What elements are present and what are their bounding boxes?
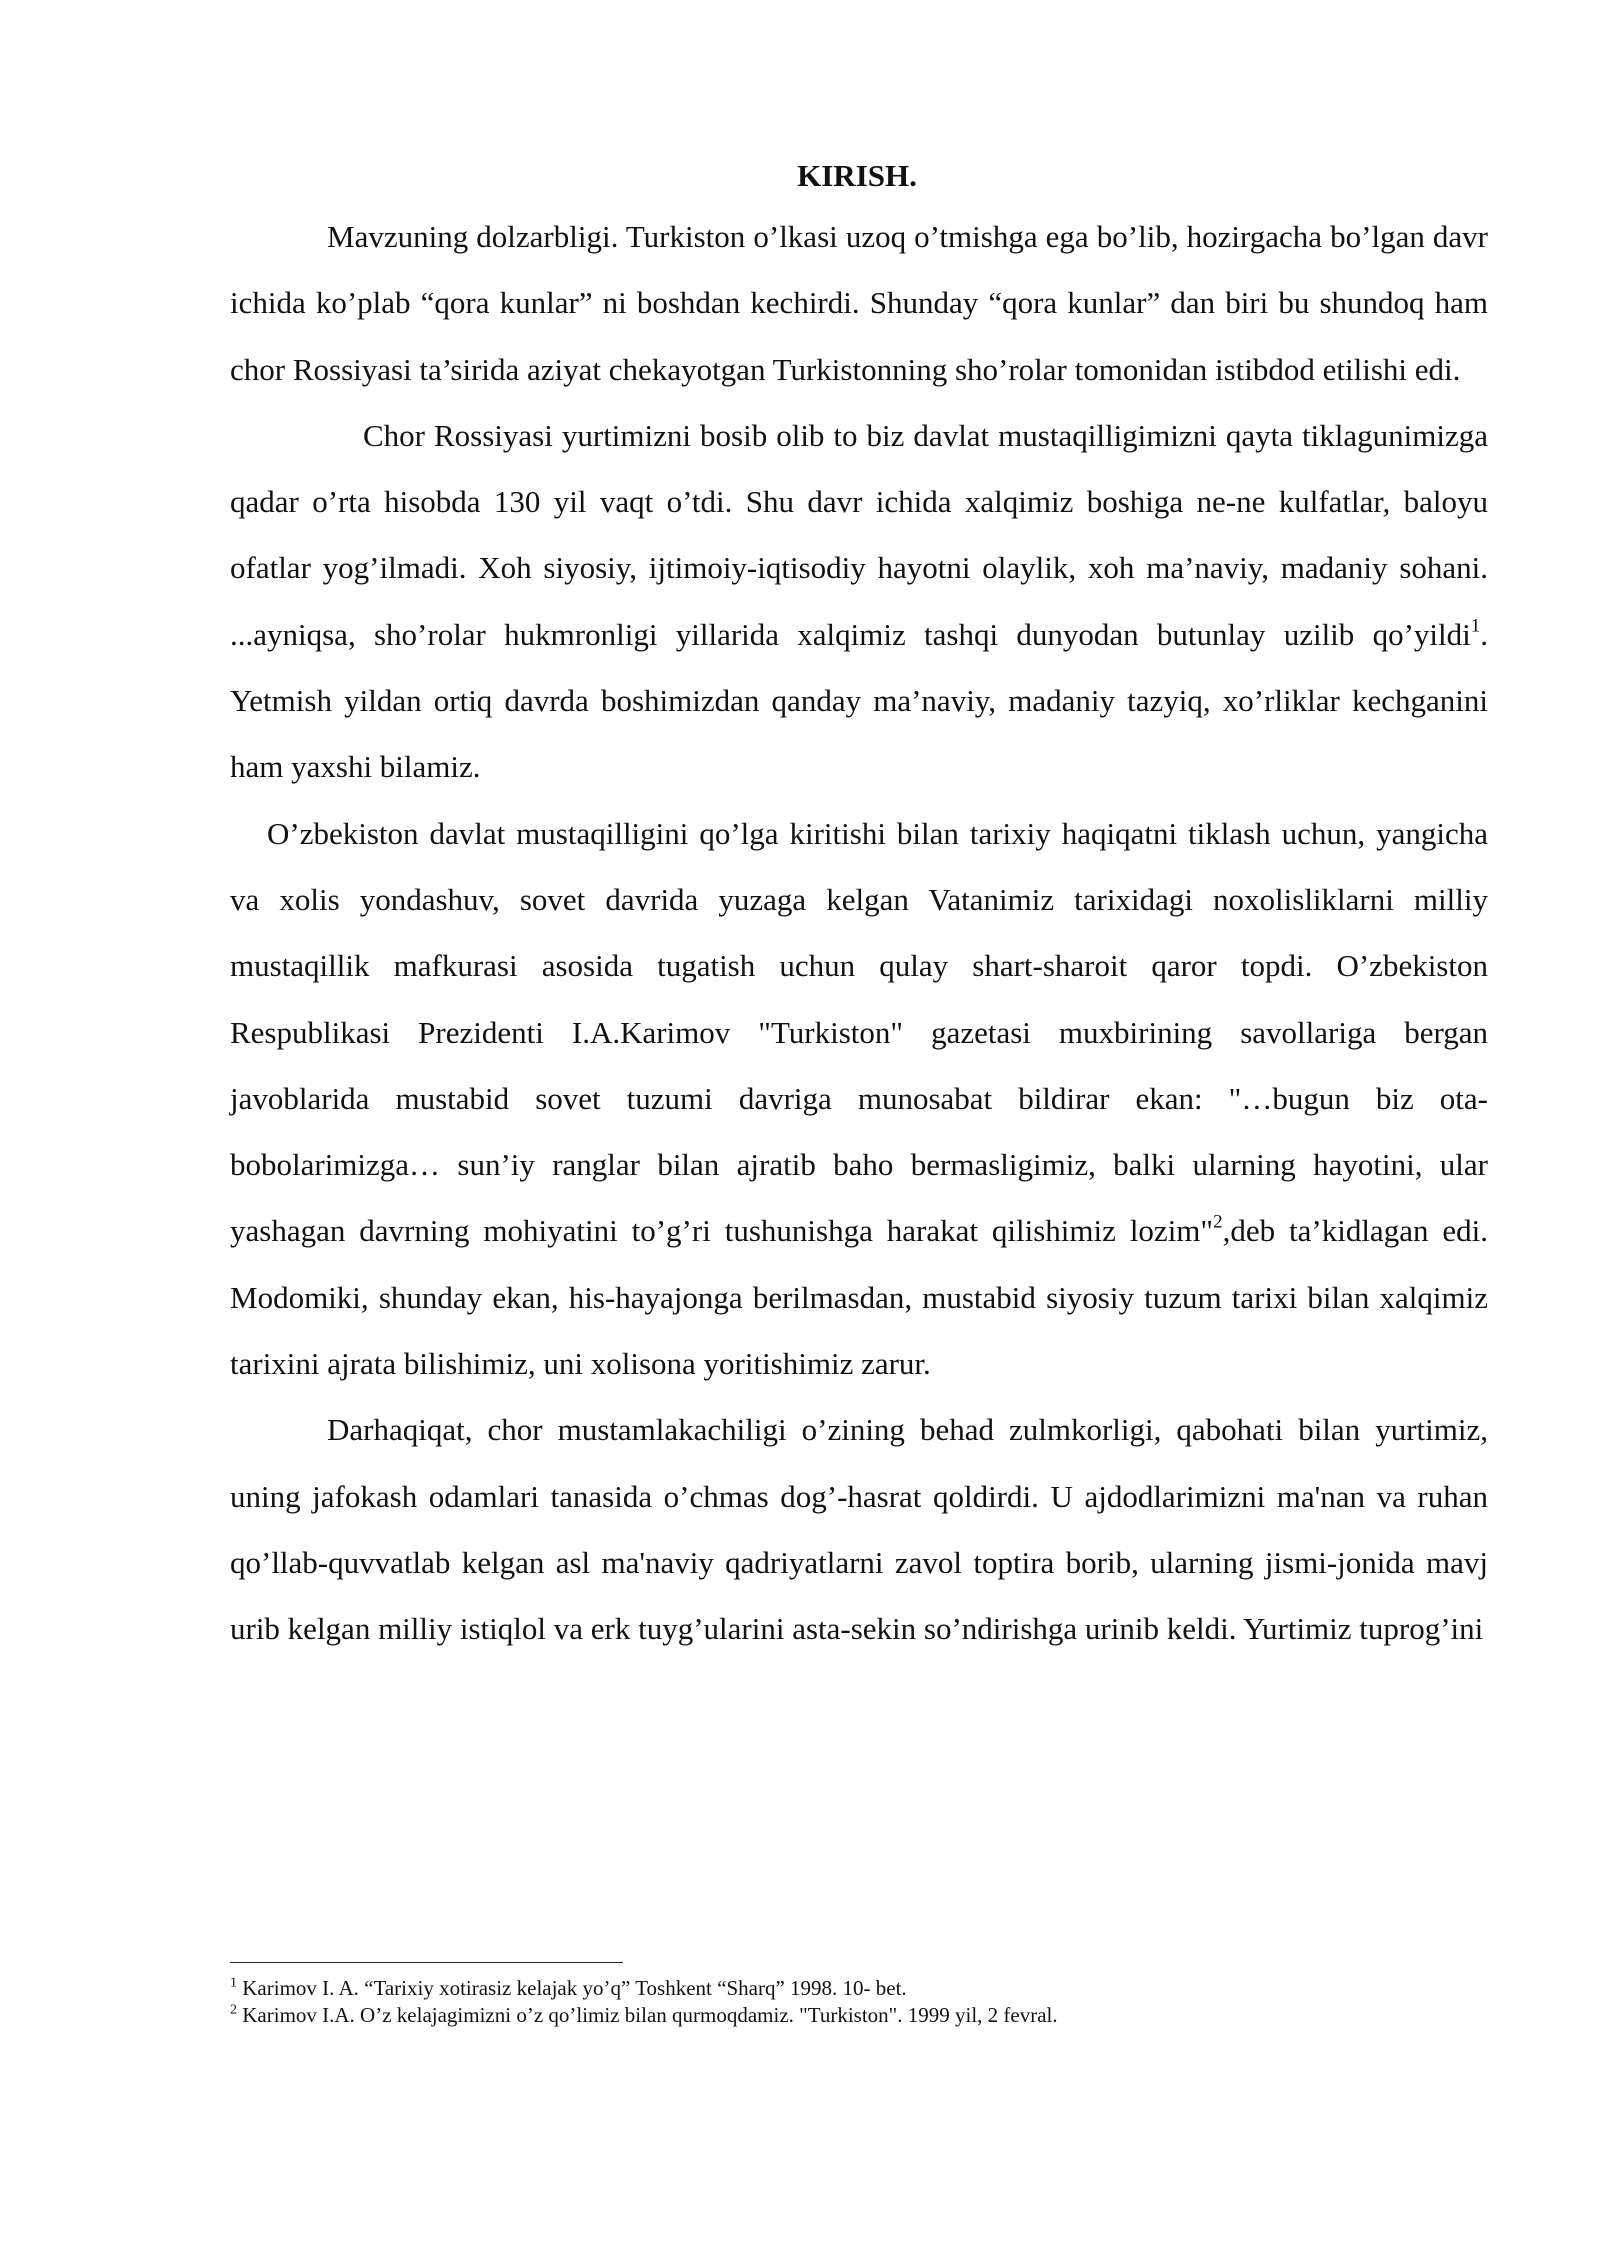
page-body bbox=[230, 146, 1488, 1663]
paragraph-independence bbox=[230, 801, 1488, 1398]
footnote-reference-2[interactable]: 2 bbox=[1213, 1212, 1223, 1234]
footnotes bbox=[230, 1975, 1488, 2029]
footnote-text: Karimov I. A. “Tarixiy xotirasiz kelajak yo’q” Toshkent “Sharq” 1998. 10- bet. bbox=[237, 1976, 907, 2000]
paragraph-text: Chor Rossiyasi yurtimizni bosib olib to biz davlat mustaqilligimizni qayta tiklagunimizga qadar o’rta hisobda 130 yil vaqt o’tdi. Shu davr ichida xalqimiz boshiga ne-ne kulfatlar, baloyu ofatlar yog’ilmadi. Xoh siyosiy, ijtimoiy-iqtisodiy hayotni olaylik, xoh ma’naviy, madaniy sohani. ...ayniqsa, sho’rolar hukmronligi yillarida xalqimiz tashqi dunyodan butunlay uzilib qo’yildi bbox=[230, 417, 1488, 652]
footnote-separator bbox=[230, 1962, 623, 1963]
paragraph-text: Darhaqiqat, chor mustamlakachiligi o’zining behad zulmkorligi, qabohati bilan yurtimiz, uning jafokash odamlari tanasida o’chmas dog’-hasrat qoldirdi. U ajdodlarimizni ma'nan va ruhan qo’llab-quvvatlab kelgan asl ma'naviy qadriyatlarni zavol toptira borib, ularning jismi-jonida mavj urib kelgan milliy istiqlol va erk tuyg’ularini asta-sekin so’ndirishga urinib keldi. Yurtimiz tuprog’ini bbox=[230, 1412, 1488, 1647]
footnote-mark: 1 bbox=[230, 1975, 237, 1991]
footnote-reference-1[interactable]: 1 bbox=[1470, 615, 1481, 637]
footnote-text: Karimov I.A. O’z kelajagimizni o’z qo’limiz bilan qurmoqdamiz. "Turkiston". 1999 yil, 2 fevral. bbox=[237, 2003, 1058, 2027]
footnote-mark: 2 bbox=[230, 2002, 237, 2018]
footnote-2 bbox=[230, 2002, 1488, 2029]
paragraph-colonialism bbox=[230, 1397, 1488, 1662]
paragraph-tsarist-russia bbox=[230, 403, 1488, 801]
paragraph-relevance bbox=[230, 204, 1488, 403]
paragraph-text: . Yetmish yildan ortiq davrda boshimizdan qanday ma’naviy, madaniy tazyiq, xo’rliklar kechganini ham yaxshi bilamiz. bbox=[230, 616, 1488, 785]
page-title: KIRISH. bbox=[797, 158, 917, 193]
paragraph-text: Mavzuning dolzarbligi. Turkiston o’lkasi uzoq o’tmishga ega bo’lib, hozirgacha bo’lgan davr ichida ko’plab “qora kunlar” ni boshdan kechirdi. Shunday “qora kunlar” dan biri bu shundoq ham chor Rossiyasi ta’sirida aziyat chekayotgan Turkistonning sho’rolar tomonidan istibdod etilishi edi. bbox=[230, 219, 1488, 387]
footnote-1 bbox=[230, 1975, 1488, 2002]
paragraph-text: ,deb ta’kidlagan edi. Modomiki, shunday ekan, his-hayajonga berilmasdan, mustabid siyosiy tuzum tarixi bilan xalqimiz tarixini ajrata bilishimiz, uni xolisona yoritishimiz zarur. bbox=[230, 1213, 1488, 1382]
paragraph-text: O’zbekiston davlat mustaqilligini qo’lga kiritishi bilan tarixiy haqiqatni tiklash uchun, yangicha va xolis yondashuv, sovet davrida yuzaga kelgan Vatanimiz tarixidagi noxolisliklarni milliy mustaqillik mafkurasi asosida tugatish uchun qulay shart-sharoit qaror topdi. O’zbekiston Respublikasi Prezidenti I.A.Karimov "Turkiston" gazetasi muxbirining savollariga bergan javoblarida mustabid sovet tuzumi davriga munosabat bildirar ekan: "…bugun biz ota-bobolarimizga… sun’iy ranglar bilan ajratib baho bermasligimiz, balki ularning hayotini, ular yashagan davrning mohiyatini to’g’ri tushunishga harakat qilishimiz lozim" bbox=[230, 815, 1488, 1249]
